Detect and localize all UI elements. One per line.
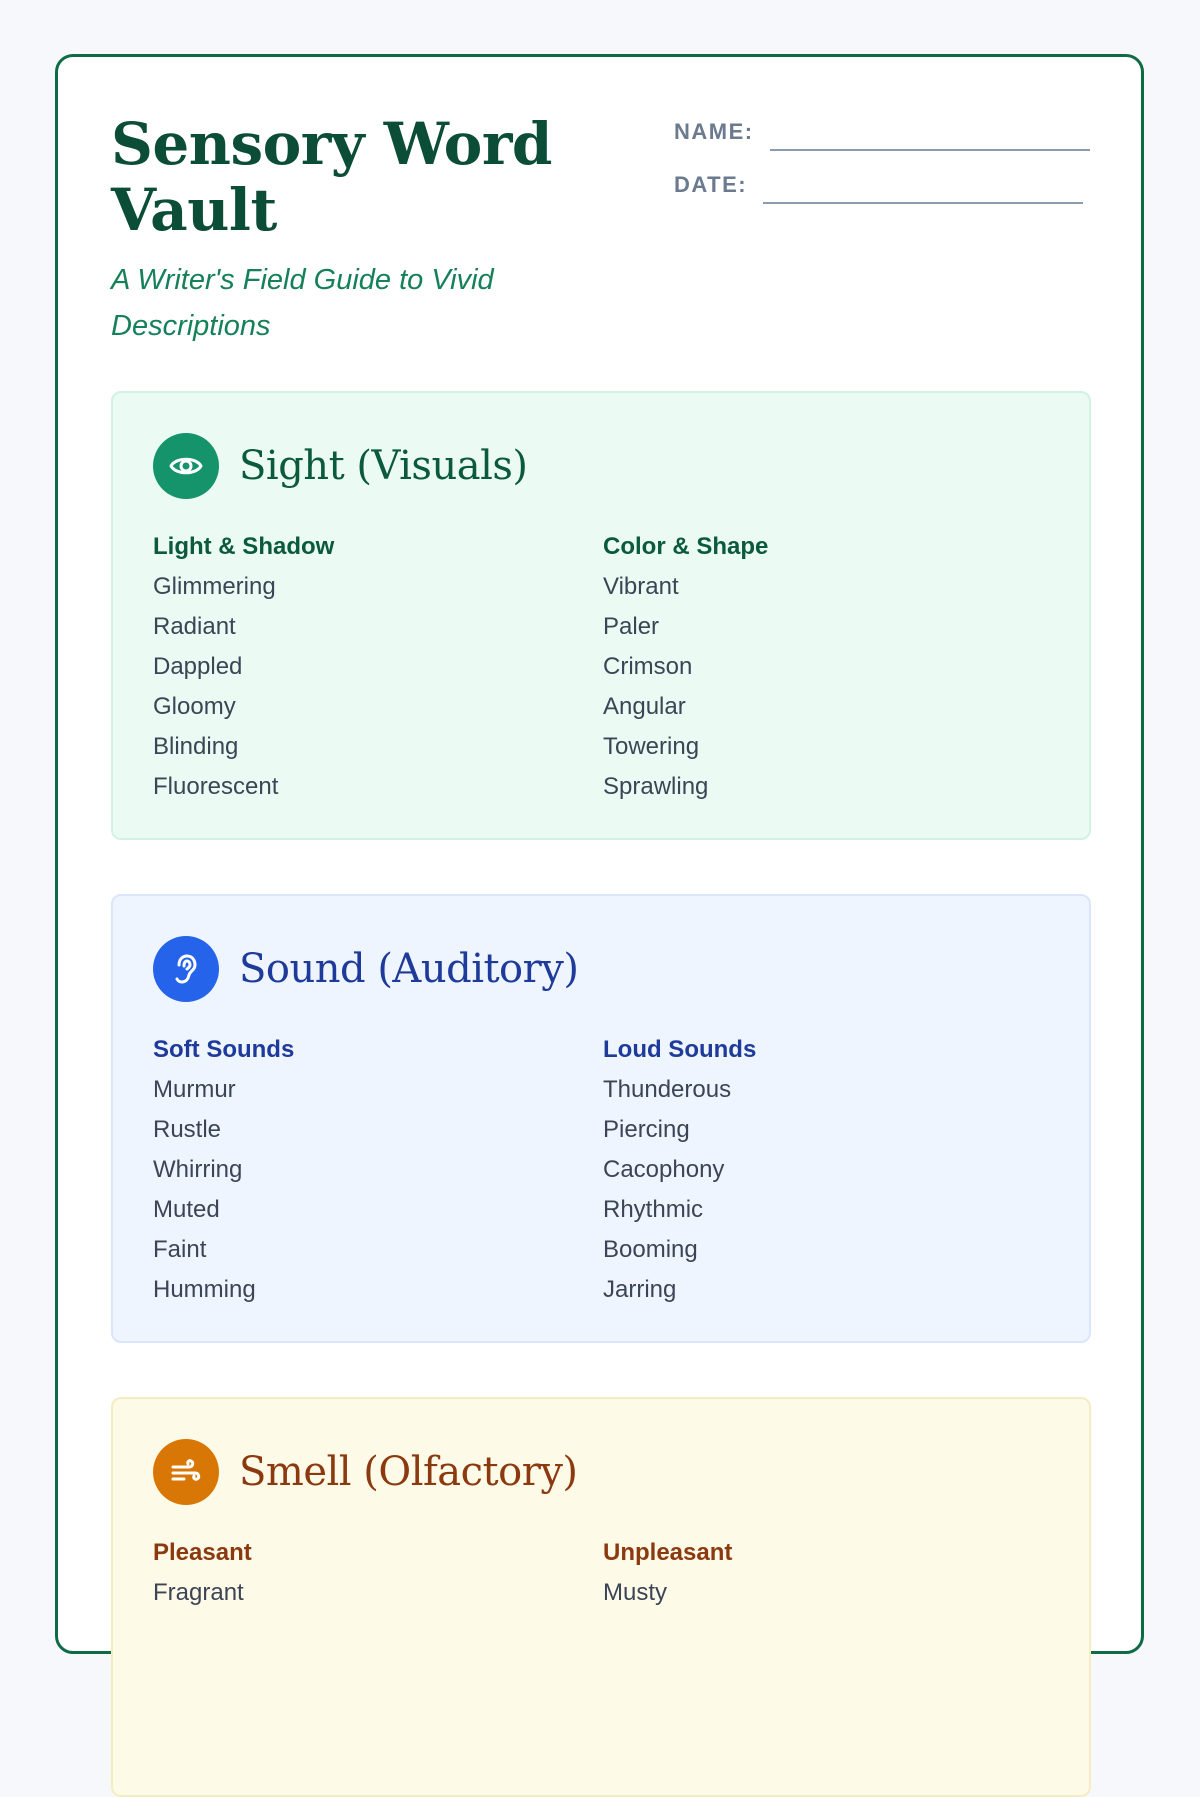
name-label: NAME: (674, 119, 754, 144)
column-heading: Pleasant (153, 1539, 252, 1566)
section-header (153, 433, 528, 499)
worksheet-card (55, 54, 1144, 1654)
eye-icon (153, 433, 219, 499)
word-item: Murmur (153, 1076, 236, 1103)
word-columns (153, 1030, 1053, 1310)
wind-icon (153, 1439, 219, 1505)
word-column (153, 1533, 603, 1613)
column-heading: Loud Sounds (603, 1036, 757, 1063)
word-columns (153, 527, 1053, 807)
word-item: Gloomy (153, 693, 236, 720)
word-column (153, 527, 603, 807)
word-item: Humming (153, 1276, 256, 1303)
column-heading: Soft Sounds (153, 1036, 295, 1063)
word-item: Cacophony (603, 1156, 725, 1183)
word-column (153, 1030, 603, 1310)
section-sound (111, 894, 1091, 1343)
name-field[interactable] (674, 119, 1090, 145)
date-label: DATE: (674, 172, 748, 197)
word-item: Glimmering (153, 573, 276, 600)
column-heading: Color & Shape (603, 533, 769, 560)
word-item: Vibrant (603, 573, 679, 600)
column-heading: Unpleasant (603, 1539, 733, 1566)
word-item: Thunderous (603, 1076, 732, 1103)
word-item: Faint (153, 1236, 207, 1263)
word-column (603, 1533, 1053, 1613)
word-item: Crimson (603, 653, 693, 680)
word-item: Towering (603, 733, 700, 760)
word-column (603, 527, 1053, 807)
name-line[interactable] (770, 149, 1090, 151)
date-line[interactable] (763, 202, 1083, 204)
word-item: Whirring (153, 1156, 243, 1183)
word-item: Dappled (153, 653, 243, 680)
word-item: Paler (603, 613, 660, 640)
word-column (603, 1030, 1053, 1310)
section-header (153, 1439, 578, 1505)
section-sight (111, 391, 1091, 840)
word-item: Sprawling (603, 773, 709, 800)
page-subtitle: A Writer's Field Guide to Vivid Descriptions (111, 264, 494, 342)
section-title: Sight (Visuals) (239, 443, 528, 489)
word-item: Fluorescent (153, 773, 279, 800)
section-header (153, 936, 578, 1002)
word-item: Piercing (603, 1116, 690, 1143)
word-item: Rustle (153, 1116, 222, 1143)
word-item: Muted (153, 1196, 220, 1223)
word-item: Musty (603, 1579, 668, 1606)
word-item: Angular (603, 693, 686, 720)
section-title: Smell (Olfactory) (239, 1449, 578, 1495)
ear-icon (153, 936, 219, 1002)
word-item: Booming (603, 1236, 698, 1263)
section-smell (111, 1397, 1091, 1797)
word-item: Jarring (603, 1276, 677, 1303)
word-item: Rhythmic (603, 1196, 704, 1223)
word-item: Fragrant (153, 1579, 244, 1606)
section-title: Sound (Auditory) (239, 946, 579, 992)
column-heading: Light & Shadow (153, 533, 335, 560)
page-title: Sensory Word Vault (111, 110, 552, 244)
date-field[interactable] (674, 172, 1083, 198)
word-item: Radiant (153, 613, 236, 640)
word-item: Blinding (153, 733, 239, 760)
word-columns (153, 1533, 1053, 1613)
